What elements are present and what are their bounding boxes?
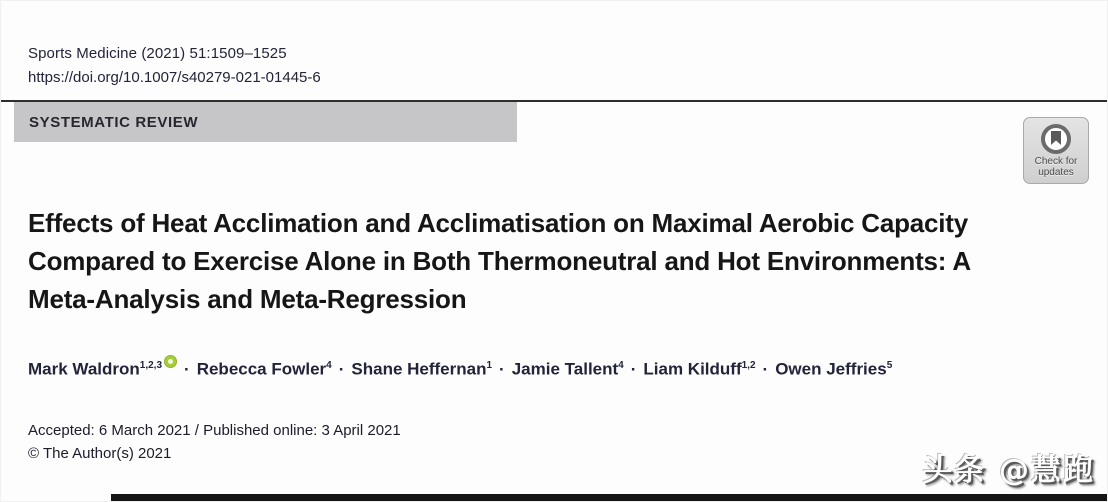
author-separator: ·: [338, 359, 345, 379]
author-name: Owen Jeffries: [775, 359, 887, 379]
journal-citation: Sports Medicine (2021) 51:1509–1525: [28, 45, 287, 62]
orcid-icon[interactable]: [164, 355, 177, 368]
authors-line: [28, 355, 1078, 380]
author-affiliation-superscript: 5: [886, 360, 893, 371]
doi-link[interactable]: https://doi.org/10.1007/s40279-021-01445-6: [28, 69, 321, 86]
check-for-updates-label: Check for updates: [1034, 156, 1078, 178]
article-type-label: SYSTEMATIC REVIEW: [29, 113, 199, 131]
author-name: Shane Heffernan: [351, 359, 487, 379]
author-affiliation-superscript: 1,2,3: [139, 360, 163, 371]
author-name: Liam Kilduff: [643, 359, 742, 379]
author-name: Rebecca Fowler: [196, 359, 327, 379]
article-type-banner: [14, 102, 517, 142]
author-affiliation-superscript: 1: [486, 360, 493, 371]
author-separator: ·: [762, 359, 769, 379]
check-for-updates-button[interactable]: [1023, 117, 1089, 184]
bottom-black-bar: [111, 494, 1107, 501]
article-title: Effects of Heat Acclimation and Acclimatisation on Maximal Aerobic Capacity Compared to Exercise Alone in Both Thermoneutral and Hot Environments: A Meta-Analysis and Meta-Regression: [28, 208, 970, 314]
copyright-notice: © The Author(s) 2021: [28, 445, 172, 462]
accepted-published-dates: Accepted: 6 March 2021 / Published online: 3 April 2021: [28, 422, 401, 439]
author-affiliation-superscript: 4: [618, 360, 624, 371]
toutiao-watermark: 头条 @慧跑: [922, 453, 1095, 488]
author-name: Jamie Tallent: [511, 359, 619, 379]
author-separator: ·: [184, 359, 190, 379]
author-separator: ·: [499, 359, 505, 379]
author-affiliation-superscript: 1,2: [741, 360, 756, 371]
author-separator: ·: [630, 359, 637, 379]
crossmark-logo-icon: [1040, 123, 1072, 155]
author-affiliation-superscript: 4: [326, 360, 332, 371]
author-name: Mark Waldron: [28, 359, 140, 379]
